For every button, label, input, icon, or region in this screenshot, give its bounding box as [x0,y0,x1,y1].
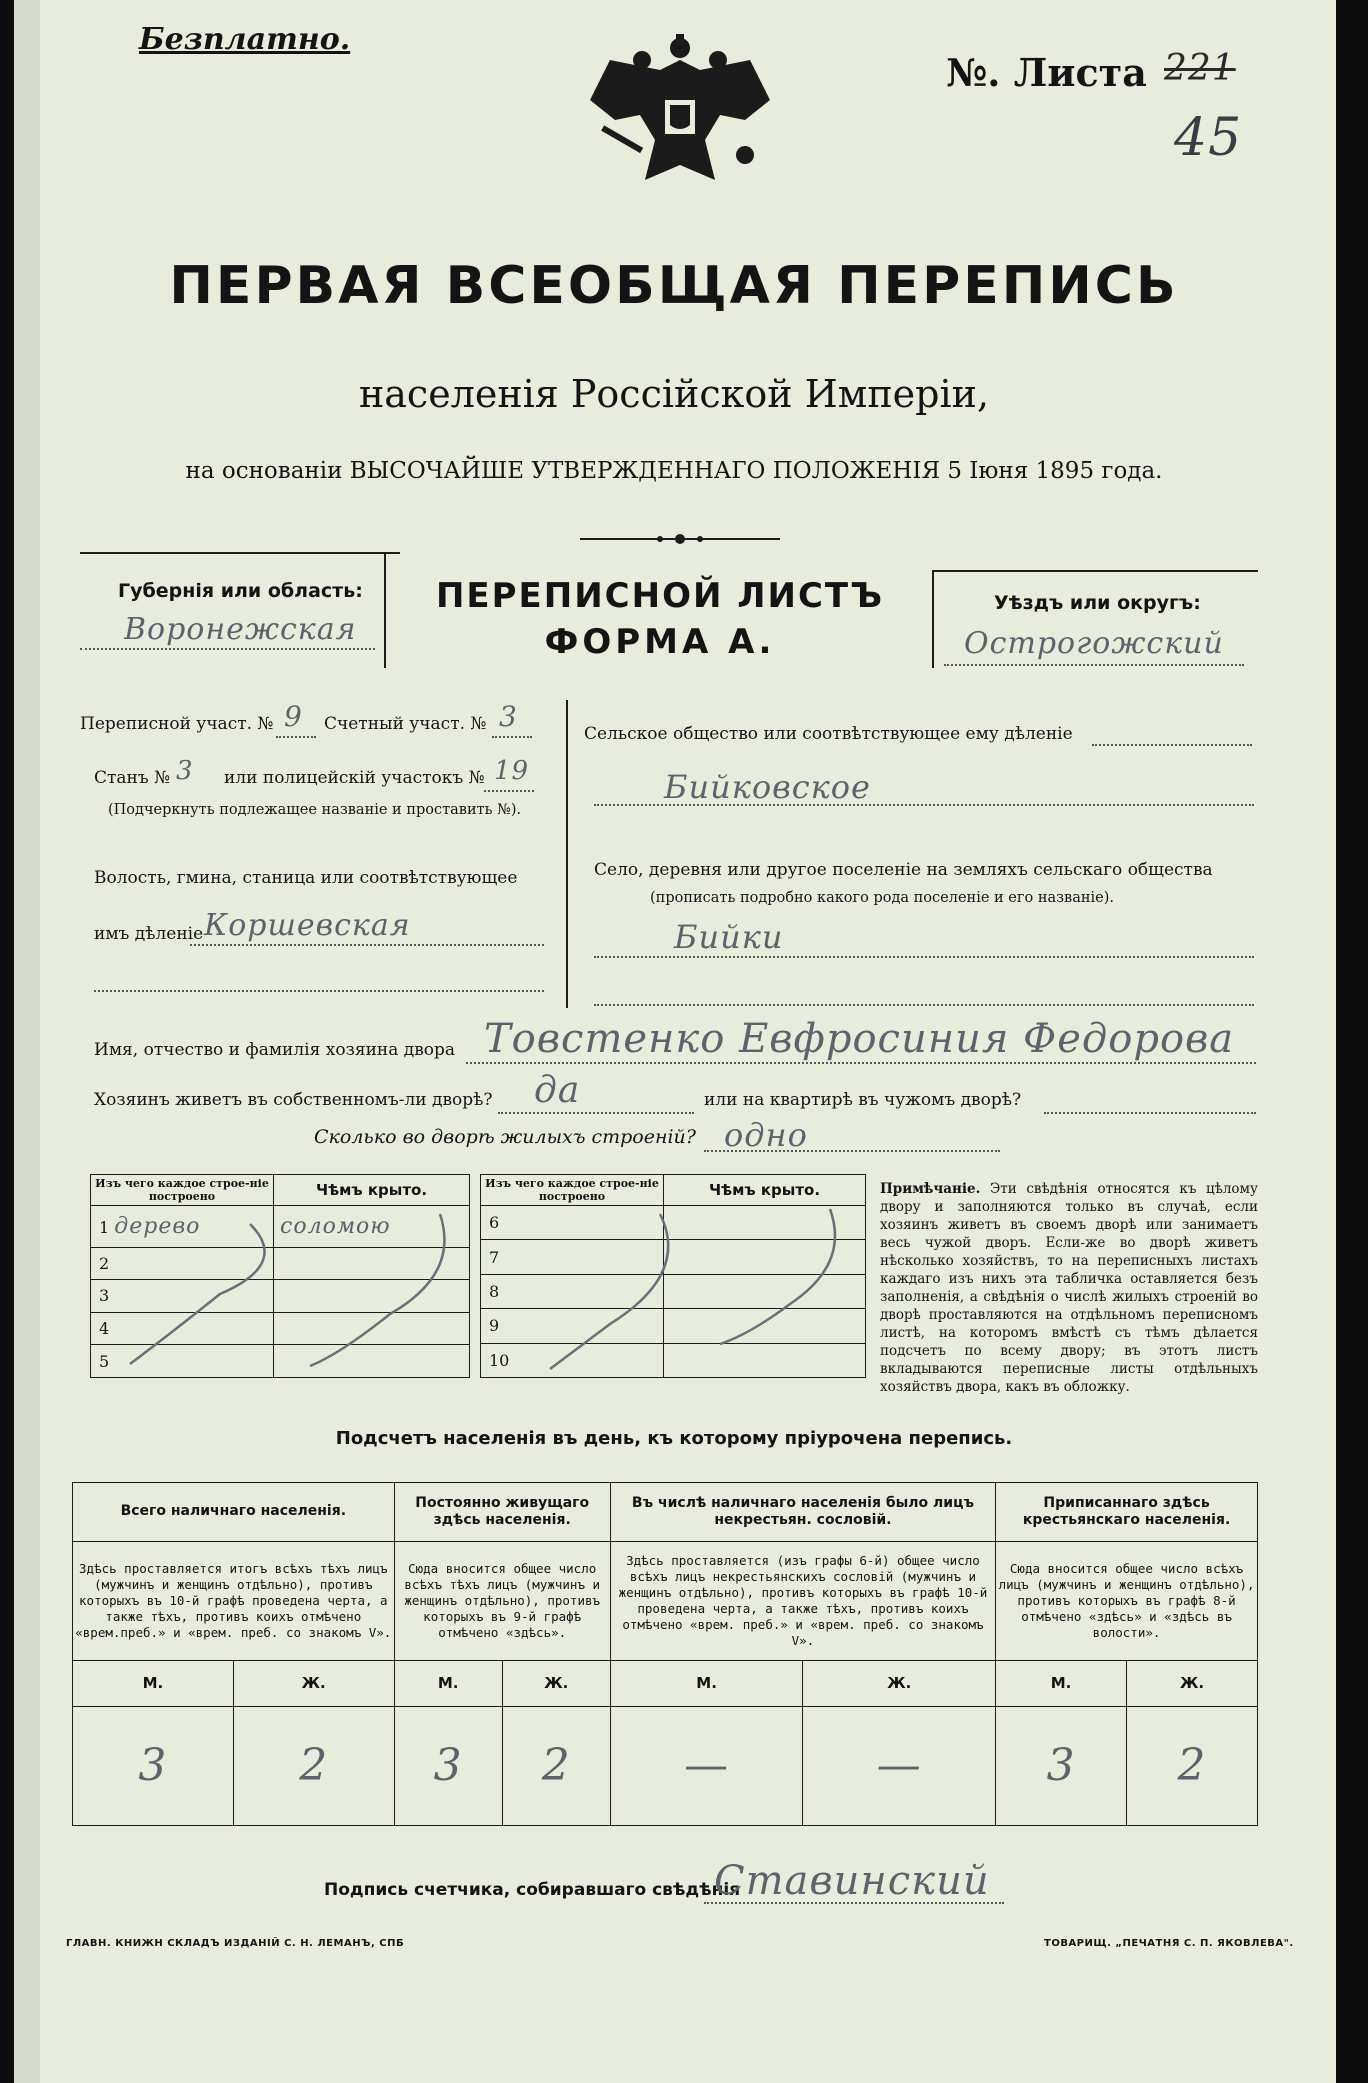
buildings-count-label: Сколько во дворѣ жилыхъ строеній? [314,1126,696,1148]
signature-line [704,1902,1004,1904]
form-box-top-rule-right [932,570,1258,572]
basis-line: на основаніи ВЫСОЧАЙШЕ УТВЕРЖДЕННАГО ПОЛОЖЕНІЯ 5 Іюня 1895 года. [185,458,1163,484]
table-row: 6 [481,1206,664,1240]
counting-section-line [492,736,532,738]
col-present-heading: Всего наличнаго населенія. [73,1483,395,1542]
handwritten-strike-marks [90,1174,866,1378]
note-text: Эти свѣдѣнія относятся къ цѣлому двору и заполняются только въ случаѣ, если хозяинъ живетъ въ своемъ дворѣ или занимаетъ весь чужой дворъ. Если-же во дворѣ живетъ нѣсколько хозяйствъ, то на переписныхъ листахъ каждаго изъ нихъ эта табличка оставляется безъ заполненія, а свѣдѣнія о числѣ жилыхъ строеній во дворѣ проставляются на отдѣльномъ переписномъ листѣ, на которомъ вмѣстѣ съ тѣмъ дѣлается подсчетъ по всему двору; въ этотъ листъ вкладываются переписные листы отдѣльныхъ хозяйствъ двора, какъ въ обложку. [880,1181,1259,1395]
female-header: Ж. [502,1660,610,1706]
census-section-label: Переписной участ. № [80,714,274,734]
table-row: 9 [481,1309,664,1343]
form-box-top-rule-left [80,552,400,554]
signature-label: Подпись счетчика, собиравшаго свѣдѣнія [324,1880,741,1900]
counting-section-label: Счетный участ. № [324,714,487,734]
population-table [72,1482,1258,1826]
peasant-male-value: 3 [996,1706,1127,1825]
footer-left: ГЛАВН. КНИЖН СКЛАДЪ ИЗДАНІЙ С. Н. ЛЕМАНЪ, СПБ [66,1938,405,1949]
present-female-value: 2 [233,1706,394,1825]
police-section-label: или полицейскій участокъ № [224,768,485,788]
double-headed-eagle-emblem [580,30,780,195]
fields-vertical-divider [566,700,568,1008]
buildings-count-line [704,1150,1000,1152]
peasant-female-value: 2 [1127,1706,1258,1825]
male-header: М. [610,1660,803,1706]
permanent-female-value: 2 [502,1706,610,1825]
society-line [1092,744,1252,746]
col-material-header: Изъ чего каждое строе-ніе построено [91,1175,274,1206]
nonpeasant-male-value: — [610,1706,803,1825]
sheet-number-label: №. Листа [946,50,1147,95]
col-peasant-desc: Сюда вносится общее число всѣхъ лицъ (мужчинъ и женщинъ отдѣльно), противъ которыхъ въ графѣ 8-й отмѣчено «здѣсь» и «здѣсь въ волости». [996,1541,1258,1660]
male-header: М. [996,1660,1127,1706]
nonpeasant-female-value: — [803,1706,996,1825]
col-peasant-heading: Приписаннаго здѣсь крестьянскаго населенія. [996,1483,1258,1542]
form-box-divider-left [384,552,386,668]
table-row: 2 [91,1247,274,1280]
province-value: Воронежская [124,612,357,647]
main-title: ПЕРВАЯ ВСЕОБЩАЯ ПЕРЕПИСЬ [169,256,1179,316]
female-header: Ж. [803,1660,996,1706]
underline-note: (Подчеркнуть подлежащее названіе и проставить №). [108,802,522,818]
permanent-male-value: 3 [394,1706,502,1825]
district-line [944,664,1244,666]
form-label: ФОРМА А. [544,622,776,662]
note-block [880,1180,1258,1396]
province-label: Губернія или область: [118,580,363,602]
society-value-line [594,804,1254,806]
rented-line [1044,1112,1256,1114]
owner-name-label: Имя, отчество и фамилія хозяина двора [94,1040,456,1060]
police-section-value: 19 [494,756,530,786]
volost-line [190,944,544,946]
male-header: М. [394,1660,502,1706]
table-row: 7 [481,1240,664,1274]
village-line [594,956,1254,958]
rented-label: или на квартирѣ въ чужомъ дворѣ? [704,1090,1022,1110]
stan-value: 3 [176,756,194,786]
table-row: 10 [481,1343,664,1377]
own-yard-label: Хозяинъ живетъ въ собственномъ-ли дворѣ? [94,1090,493,1110]
census-section-line [276,736,316,738]
province-line [80,648,375,650]
free-label: Безплатно. [139,22,351,57]
row1-roof-value: соломою [274,1206,470,1248]
society-value: Бийковское [664,768,871,806]
village-value: Бийки [674,918,784,956]
owner-name-line [466,1062,1256,1064]
col-material-header-2: Изъ чего каждое строе-ніе построено [481,1175,664,1206]
row1-material-value: дерево [114,1213,201,1239]
signature-value: Ставинский [714,1858,990,1904]
col-roof-header-2: Чѣмъ крыто. [664,1175,866,1206]
sheet-number-value: 45 [1174,108,1243,168]
note-heading: Примѣчаніе. [880,1181,981,1197]
district-value: Острогожский [964,626,1224,661]
society-label: Сельское общество или соотвѣтствующее ему дѣленіе [584,724,1073,744]
table-row: 5 [91,1345,274,1378]
district-label: Уѣздъ или округъ: [994,592,1201,614]
own-yard-value: да [534,1070,581,1111]
sheet-title: ПЕРЕПИСНОЙ ЛИСТЪ [435,576,885,616]
col-present-desc: Здѣсь проставляется итогъ всѣхъ тѣхъ лицъ (мужчинъ и женщинъ отдѣльно), противъ которыхъ въ 10-й графѣ проведена черта, а также тѣхъ, противъ коихъ отмѣчено «врем.преб.» и «врем. преб. со знакомъ V». [73,1541,395,1660]
buildings-table [90,1174,866,1378]
present-male-value: 3 [73,1706,234,1825]
row-number: 1 [99,1217,110,1237]
col-permanent-heading: Постоянно живущаго здѣсь населенія. [394,1483,610,1542]
female-header: Ж. [233,1660,394,1706]
counting-section-value: 3 [499,700,518,733]
subtitle: населенія Россійской Имперіи, [358,372,990,416]
village-line-2 [594,1004,1254,1006]
village-label: Село, деревня или другое поселеніе на земляхъ сельскаго общества [594,860,1213,880]
table-row: 3 [91,1280,274,1313]
village-note: (прописать подробно какого рода поселеніе и его названіе). [650,890,1114,906]
volost-value: Коршевская [204,908,411,943]
population-title: Подсчетъ населенія въ день, къ которому пріурочена перепись. [335,1428,1013,1449]
volost-label: Волость, гмина, станица или соотвѣтствующее [94,868,518,888]
census-section-value: 9 [284,700,303,733]
volost-line-2 [94,990,544,992]
buildings-count-value: одно [724,1116,808,1154]
table-row: 8 [481,1274,664,1308]
col-nonpeasant-desc: Здѣсь проставляется (изъ графы 6-й) общее число всѣхъ лицъ некрестьянскихъ сословій (мужчинъ и женщинъ отдѣльно), противъ которыхъ въ графѣ 10-й проведена черта, а также тѣхъ, противъ коихъ отмѣчено «врем. преб.» и «врем. преб. со знакомъ V». [610,1541,995,1660]
census-form-page [14,0,1336,2083]
female-header: Ж. [1127,1660,1258,1706]
volost-label-2: имъ дѣленіе [94,924,204,944]
ornament-divider [580,532,780,546]
footer-right: ТОВАРИЩ. „ПЕЧАТНЯ С. П. ЯКОВЛЕВА". [1044,1938,1294,1949]
owner-name-value: Товстенко Евфросиния Федорова [484,1016,1235,1062]
stan-label: Станъ № [94,768,171,788]
table-row: 4 [91,1312,274,1345]
own-yard-line [498,1112,694,1114]
sheet-number-crossed-value: 221 [1164,48,1236,89]
col-nonpeasant-heading: Въ числѣ наличнаго населенія было лицъ некрестьян. сословій. [610,1483,995,1542]
col-permanent-desc: Сюда вносится общее число всѣхъ тѣхъ лицъ (мужчинъ и женщинъ отдѣльно), противъ которыхъ въ 9-й графѣ отмѣчено «здѣсь». [394,1541,610,1660]
male-header: М. [73,1660,234,1706]
col-roof-header: Чѣмъ крыто. [274,1175,470,1206]
police-section-line [484,790,534,792]
form-box-divider-right [932,570,934,668]
